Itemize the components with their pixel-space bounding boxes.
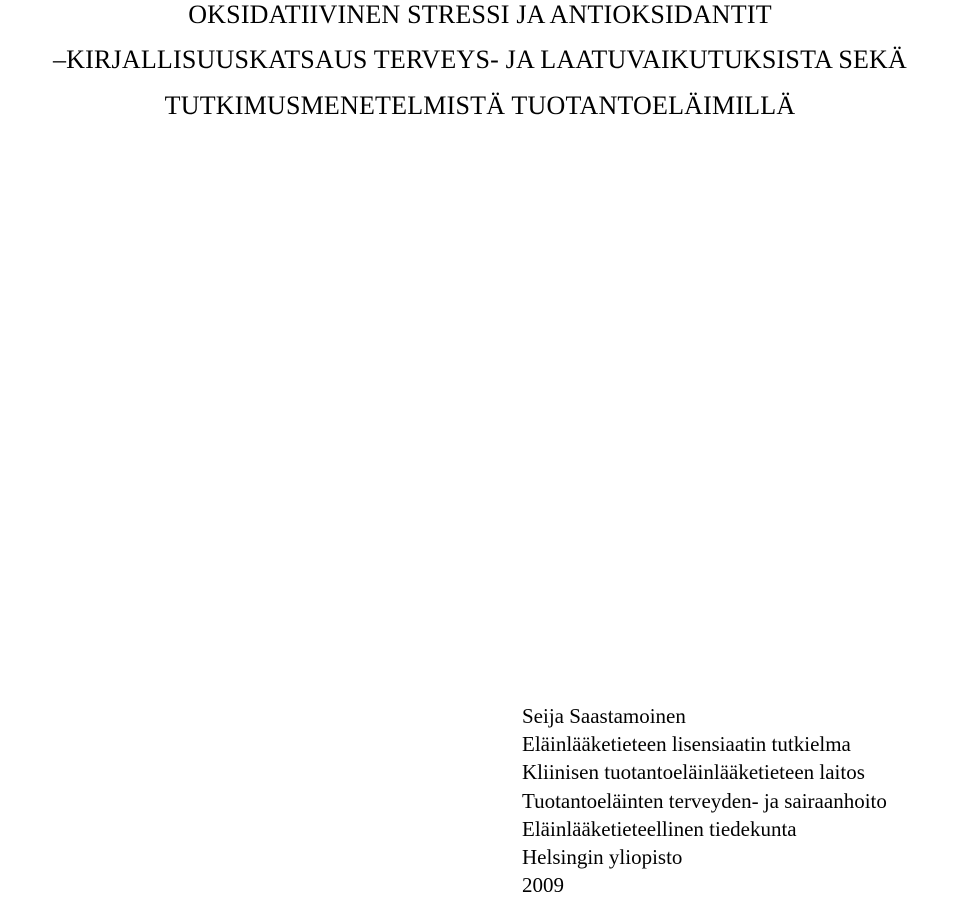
title-line-2: –KIRJALLISUUSKATSAUS TERVEYS- JA LAATUVAIKUTUKSISTA SEKÄ (52, 45, 908, 74)
author-name: Seija Saastamoinen (522, 704, 686, 728)
faculty: Eläinlääketieteellinen tiedekunta (522, 816, 797, 841)
author-info-block (522, 702, 952, 899)
title-line-3: TUTKIMUSMENETELMISTÄ TUOTANTOELÄIMILLÄ (164, 91, 796, 120)
year: 2009 (522, 873, 564, 898)
thesis-title (0, 0, 960, 140)
unit: Tuotantoeläinten terveyden- ja sairaanhoito (522, 788, 887, 813)
thesis-type: Eläinlääketieteen lisensiaatin tutkielma (522, 732, 851, 757)
department: Kliinisen tuotantoeläinlääketieteen laitos (522, 760, 865, 785)
university: Helsingin yliopisto (522, 845, 683, 870)
title-line-1: OKSIDATIIVINEN STRESSI JA ANTIOKSIDANTIT (188, 0, 772, 29)
